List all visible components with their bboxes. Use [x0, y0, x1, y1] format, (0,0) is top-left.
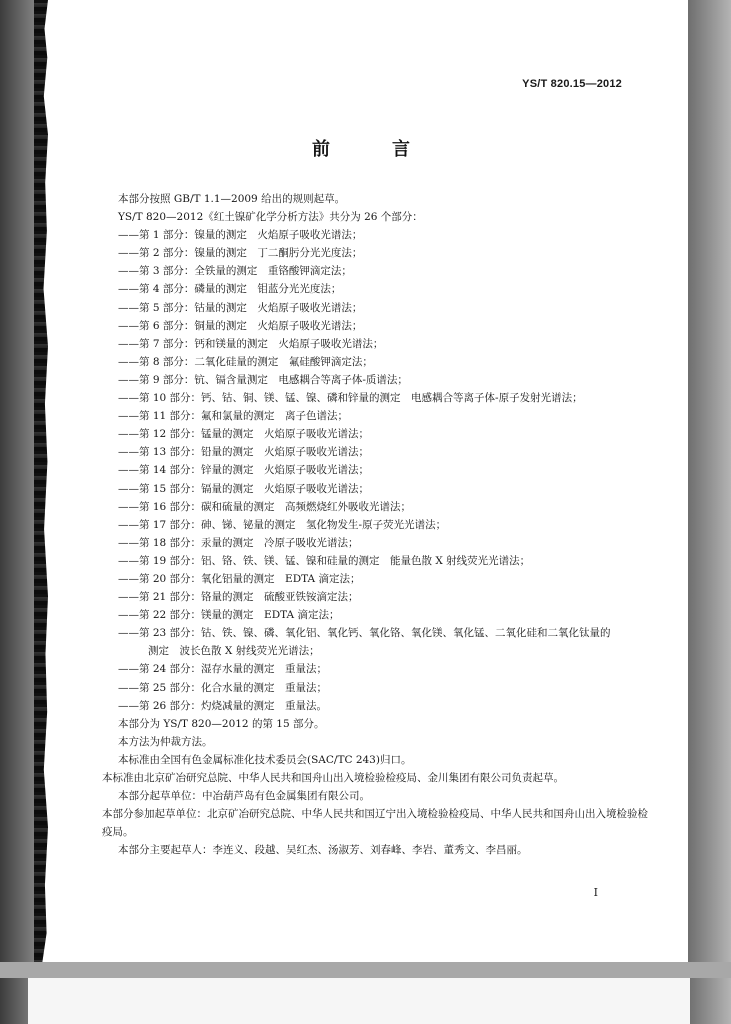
part-list-item: ——第 12 部分：锰量的测定 火焰原子吸收光谱法； [118, 428, 370, 441]
paragraph: 本部分为 YS/T 820—2012 的第 15 部分。 [118, 717, 325, 730]
document-body [102, 190, 658, 859]
part-list-item: ——第 23 部分：钴、铁、镍、磷、氧化铝、氧化钙、氧化铬、氧化镁、氧化锰、二氧化硅和二氧化钛量的 [118, 627, 611, 640]
part-list-item: ——第 17 部分：砷、锑、铋量的测定 氢化物发生-原子荧光光谱法； [118, 518, 447, 531]
part-list-item: ——第 20 部分：氧化铝量的测定 EDTA 滴定法； [118, 572, 361, 585]
paragraph: 本方法为仲裁方法。 [118, 735, 213, 748]
part-list-item: ——第 24 部分：湿存水量的测定 重量法； [118, 663, 328, 676]
part-list-item: ——第 16 部分：碳和硫量的测定 高频燃烧红外吸收光谱法； [118, 500, 412, 513]
page-title: 前 言 [312, 139, 432, 160]
part-list-item: ——第 10 部分：钙、钴、铜、镁、锰、镍、磷和锌量的测定 电感耦合等离子体-原子发射光谱法； [118, 392, 583, 405]
part-list-item: ——第 8 部分：二氧化硅量的测定 氟硅酸钾滴定法； [118, 355, 373, 368]
scanner-background-right [688, 0, 731, 1024]
part-list-item: ——第 22 部分：镁量的测定 EDTA 滴定法； [118, 609, 340, 622]
paragraph: 本标准由北京矿冶研究总院、中华人民共和国舟山出入境检验检疫局、金川集团有限公司负责起草。 [102, 772, 564, 784]
intro-line: 本部分按照 GB/T 1.1—2009 给出的规则起草。 [118, 193, 346, 205]
document-page [34, 0, 688, 962]
part-list-item: ——第 2 部分：镍量的测定 丁二酮肟分光光度法； [118, 247, 363, 260]
part-list-item: ——第 25 部分：化合水量的测定 重量法； [118, 681, 328, 694]
part-list-item: ——第 3 部分：全铁量的测定 重铬酸钾滴定法； [118, 265, 352, 278]
part-list-item: ——第 4 部分：磷量的测定 钼蓝分光光度法； [118, 283, 342, 296]
part-list-item: ——第 15 部分：镉量的测定 火焰原子吸收光谱法； [118, 482, 370, 495]
page-number: I [593, 886, 598, 899]
next-page-preview [28, 978, 690, 1024]
part-list-item: ——第 9 部分：钪、镉含量测定 电感耦合等离子体-质谱法； [118, 373, 408, 386]
part-list-item: ——第 21 部分：铬量的测定 硫酸亚铁铵滴定法； [118, 591, 359, 604]
part-list-item: ——第 6 部分：铜量的测定 火焰原子吸收光谱法； [118, 319, 363, 332]
part-list-item: ——第 7 部分：钙和镁量的测定 火焰原子吸收光谱法； [118, 337, 384, 350]
intro-line: YS/T 820—2012《红土镍矿化学分析方法》共分为 26 个部分： [118, 211, 423, 224]
part-list-item: ——第 26 部分：灼烧减量的测定 重量法。 [118, 699, 328, 712]
part-list-item: ——第 1 部分：镍量的测定 火焰原子吸收光谱法； [118, 229, 363, 242]
paragraph: 本部分主要起草人：李连义、段越、吴红杰、汤淑芳、刘春峰、李岩、董秀文、李昌丽。 [118, 844, 528, 857]
part-list-item-continuation: 测定 波长色散 X 射线荧光光谱法； [148, 645, 320, 658]
paragraph: 本标准由全国有色金属标准化技术委员会(SAC/TC 243)归口。 [118, 753, 412, 766]
document-code: YS/T 820.15—2012 [522, 78, 622, 90]
part-list-item: ——第 19 部分：铝、铬、铁、镁、锰、镍和硅量的测定 能量色散 X 射线荧光光谱法； [118, 554, 531, 567]
paragraph: 本部分起草单位：中冶葫芦岛有色金属集团有限公司。 [118, 790, 370, 803]
part-list-item: ——第 11 部分：氟和氯量的测定 离子色谱法； [118, 410, 349, 423]
part-list-item: ——第 13 部分：铅量的测定 火焰原子吸收光谱法； [118, 446, 370, 459]
part-list-item: ——第 14 部分：锌量的测定 火焰原子吸收光谱法； [118, 464, 370, 477]
part-list-item: ——第 18 部分：汞量的测定 冷原子吸收光谱法； [118, 536, 359, 549]
part-list-item: ——第 5 部分：钴量的测定 火焰原子吸收光谱法； [118, 301, 363, 314]
paragraph: 本部分参加起草单位：北京矿冶研究总院、中华人民共和国辽宁出入境检验检疫局、中华人民共和国舟山出入境检验检疫局。 [102, 808, 648, 839]
page-gap [0, 962, 731, 978]
